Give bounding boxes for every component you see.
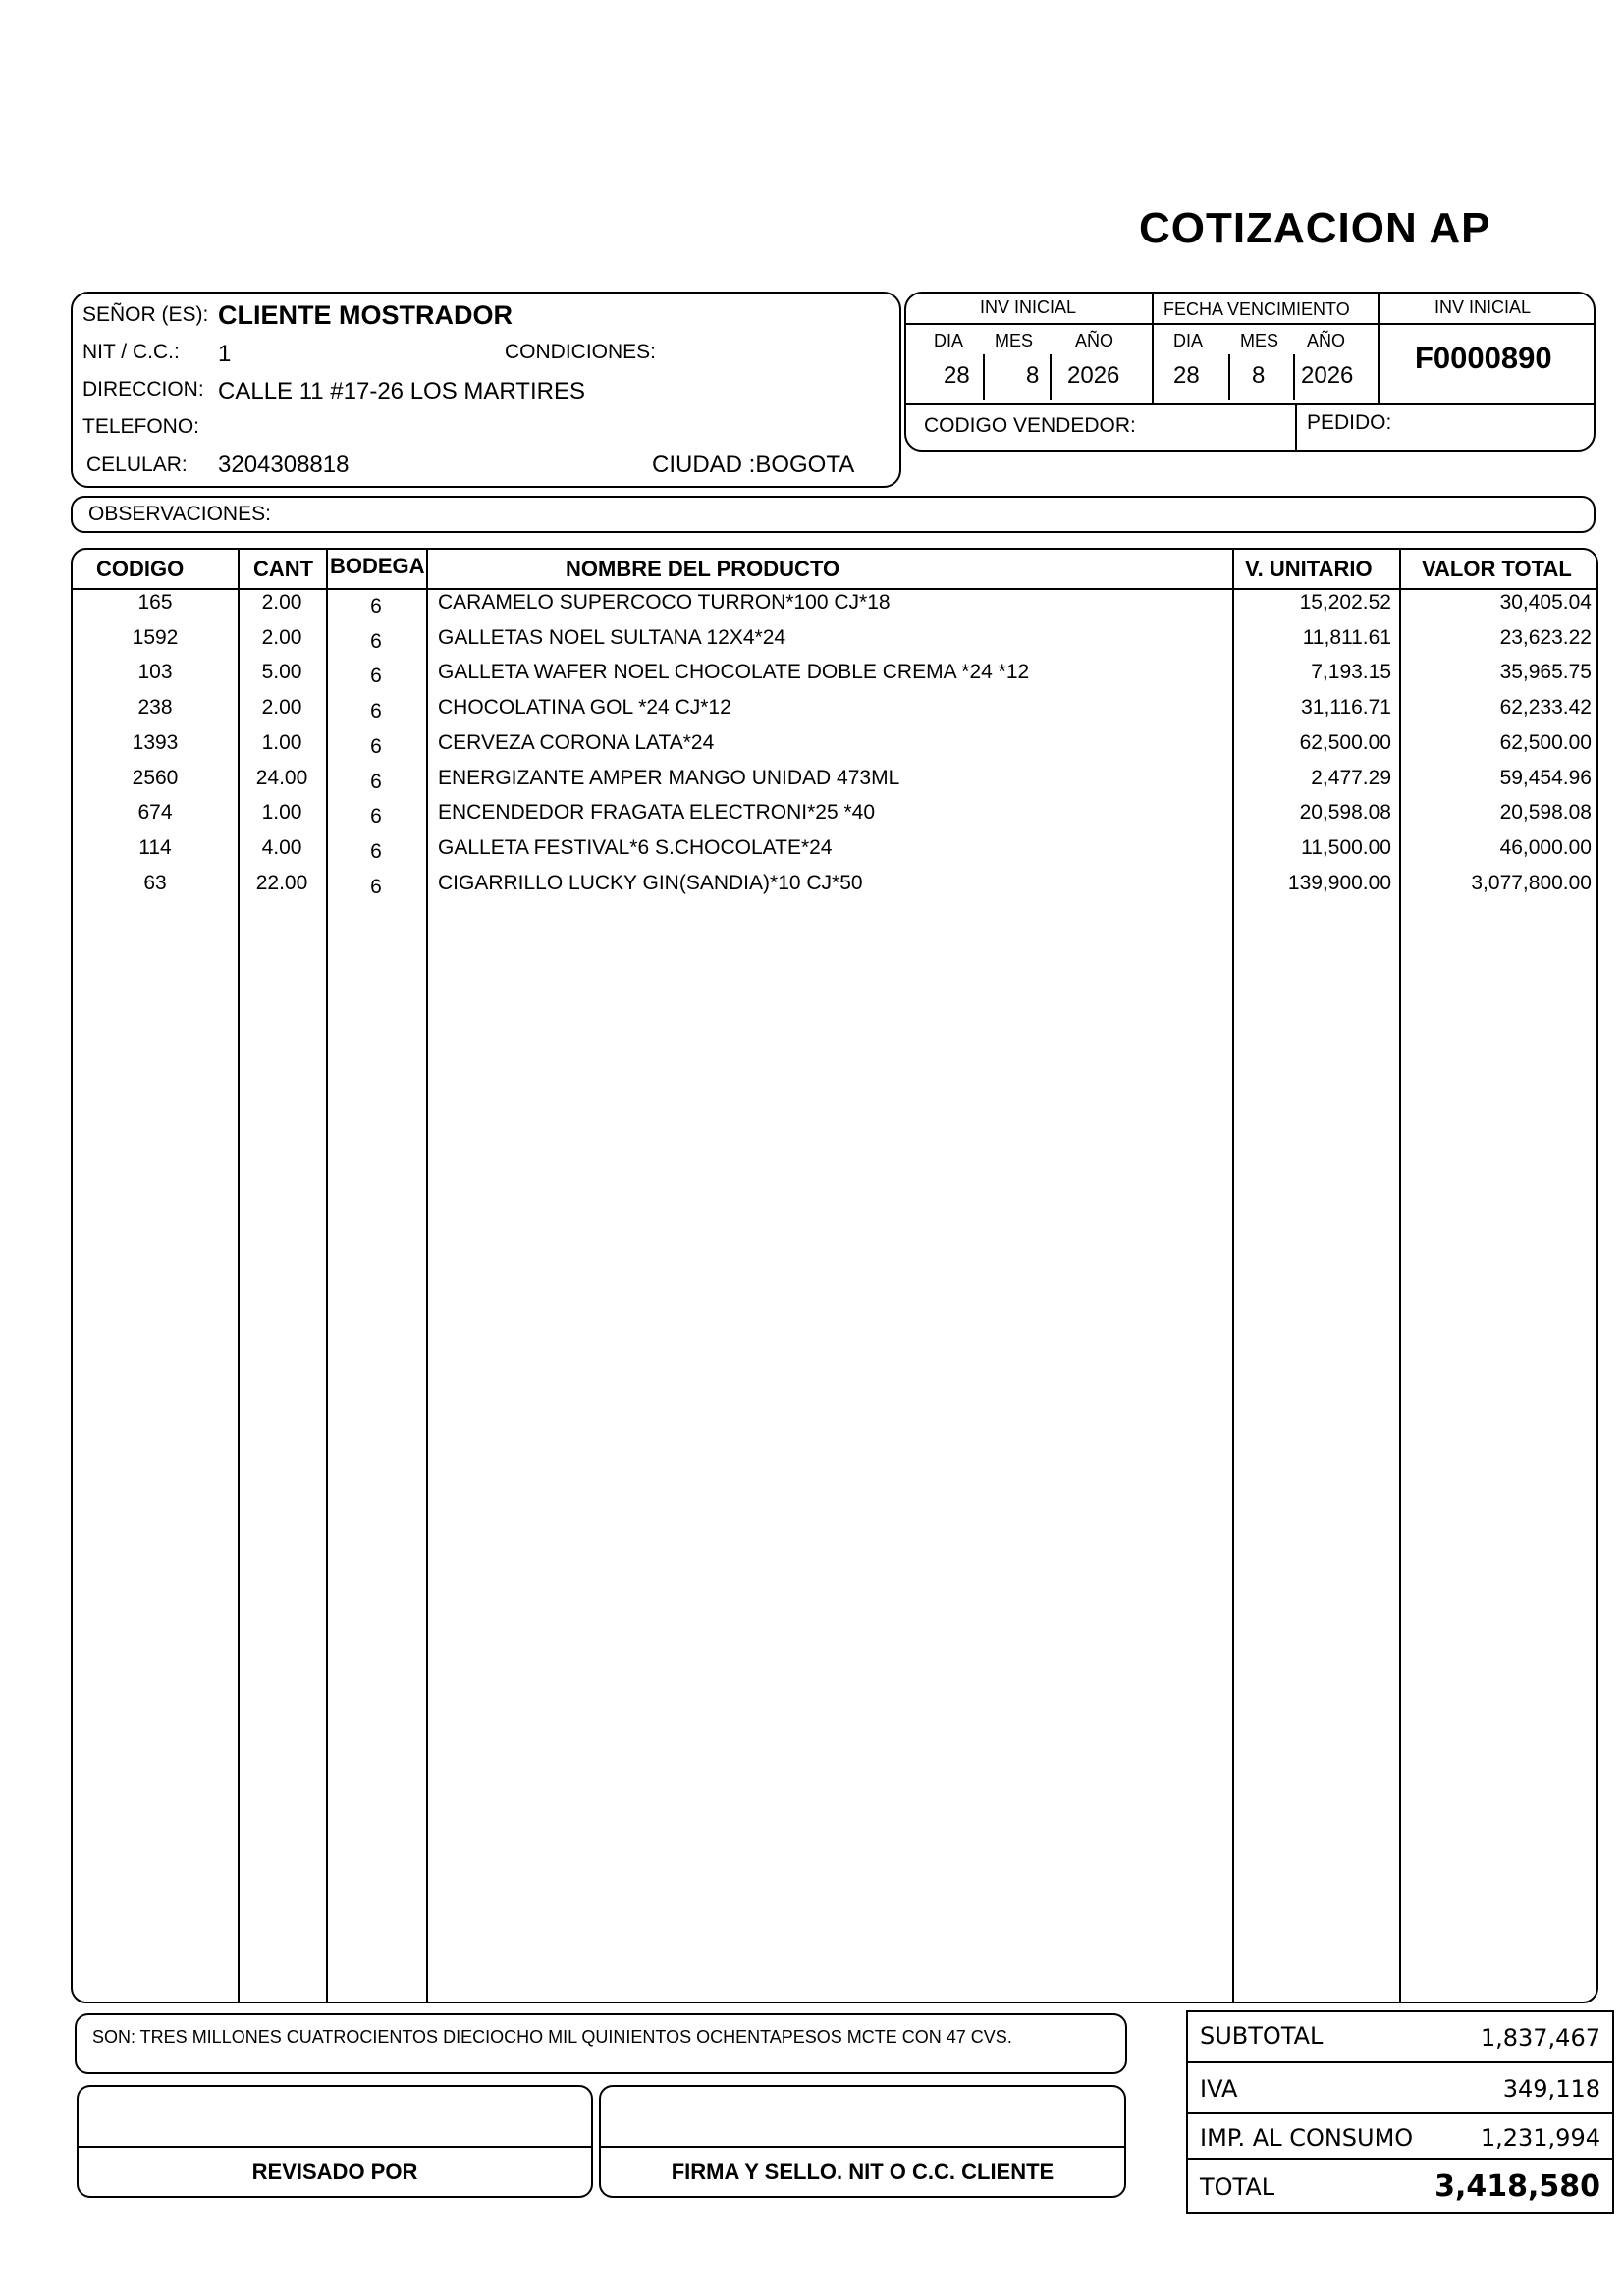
cell-codigo: 674	[137, 801, 173, 825]
cell-nombre: GALLETA FESTIVAL*6 S.CHOCOLATE*24	[438, 835, 833, 859]
col-header-total: VALOR TOTAL	[1422, 557, 1572, 581]
cell-bodega: 6	[370, 875, 382, 898]
observaciones-label: OBSERVACIONES:	[88, 503, 271, 525]
cell-cant: 1.00	[261, 801, 302, 825]
cell-cant: 24.00	[255, 766, 308, 789]
document-title: COTIZACION AP	[1139, 204, 1491, 252]
invoice-number: F0000890	[1415, 341, 1552, 375]
cell-bodega: 6	[370, 629, 382, 653]
client-info-box	[71, 292, 901, 488]
divider	[79, 2146, 591, 2148]
cell-total: 20,598.08	[1499, 801, 1592, 825]
ano-label: AÑO	[1307, 331, 1346, 350]
date2-ano: 2026	[1301, 362, 1354, 389]
observaciones-box	[71, 496, 1596, 533]
date2-mes: 8	[1252, 362, 1266, 389]
totals-box	[1186, 2010, 1614, 2214]
cell-bodega: 6	[370, 700, 382, 723]
cell-unitario: 7,193.15	[1311, 661, 1391, 684]
iva-label: IVA	[1200, 2075, 1238, 2103]
cell-cant: 2.00	[261, 625, 302, 649]
cell-total: 62,500.00	[1499, 730, 1592, 754]
cell-cant: 2.00	[261, 696, 302, 720]
cell-total: 23,623.22	[1499, 625, 1592, 649]
firma-label: FIRMA Y SELLO. NIT O C.C. CLIENTE	[671, 2160, 1055, 2184]
cell-codigo: 2560	[132, 766, 179, 789]
revisado-box	[77, 2085, 593, 2198]
inv-inicial-label: INV INICIAL	[980, 297, 1077, 317]
consumo-row	[1188, 2114, 1612, 2160]
date1-mes: 8	[1026, 362, 1040, 389]
cell-nombre: ENCENDEDOR FRAGATA ELECTRONI*25 *40	[438, 801, 875, 825]
cell-codigo: 114	[138, 835, 172, 859]
divider	[601, 2146, 1124, 2148]
direccion-value: CALLE 11 #17-26 LOS MARTIRES	[218, 378, 585, 404]
cell-unitario: 15,202.52	[1299, 591, 1391, 614]
iva-value: 349,118	[1502, 2075, 1600, 2103]
cell-total: 35,965.75	[1499, 661, 1592, 684]
cell-unitario: 139,900.00	[1287, 871, 1391, 894]
divider	[1228, 354, 1230, 400]
ciudad-value: CIUDAD :BOGOTA	[652, 452, 855, 478]
total-value: 3,418,580	[1434, 2169, 1600, 2204]
cell-unitario: 2,477.29	[1311, 766, 1391, 789]
inv-inicial-label-2: INV INICIAL	[1434, 297, 1532, 317]
telefono-label: TELEFONO:	[82, 415, 200, 438]
cell-unitario: 31,116.71	[1301, 696, 1391, 720]
cell-bodega: 6	[370, 839, 382, 863]
mes-label: MES	[1240, 331, 1279, 350]
cell-bodega: 6	[370, 665, 382, 688]
ano-label: AÑO	[1075, 331, 1114, 350]
cell-bodega: 6	[370, 595, 382, 617]
celular-value: 3204308818	[218, 452, 350, 478]
divider	[1378, 294, 1380, 403]
cell-nombre: ENERGIZANTE AMPER MANGO UNIDAD 473ML	[438, 766, 900, 789]
cell-unitario: 62,500.00	[1299, 730, 1391, 754]
cell-bodega: 6	[370, 770, 382, 793]
celular-label: CELULAR:	[86, 454, 188, 476]
cell-cant: 2.00	[261, 591, 302, 614]
cell-codigo: 63	[143, 871, 167, 894]
divider	[906, 403, 1594, 405]
date2-dia: 28	[1173, 362, 1200, 389]
dia-label: DIA	[1173, 331, 1204, 350]
col-header-bodega: BODEGA	[330, 554, 425, 578]
cell-nombre: CARAMELO SUPERCOCO TURRON*100 CJ*18	[438, 591, 891, 614]
table-header-divider	[73, 588, 1596, 590]
subtotal-label: SUBTOTAL	[1200, 2022, 1324, 2050]
col-header-codigo: CODIGO	[96, 557, 185, 581]
cell-total: 30,405.04	[1499, 591, 1592, 614]
cell-cant: 22.00	[255, 871, 308, 894]
invoice-info-box	[904, 292, 1596, 452]
col-header-unitario: V. UNITARIO	[1245, 557, 1373, 581]
cell-total: 59,454.96	[1499, 766, 1592, 789]
cell-total: 46,000.00	[1499, 835, 1592, 859]
subtotal-row	[1188, 2012, 1612, 2063]
son-box	[75, 2013, 1127, 2074]
consumo-label: IMP. AL CONSUMO	[1200, 2124, 1414, 2152]
direccion-label: DIRECCION:	[82, 378, 204, 400]
son-text: SON: TRES MILLONES CUATROCIENTOS DIECIOCHO MIL QUINIENTOS OCHENTAPESOS MCTE CON 47 CVS.	[92, 2027, 1012, 2047]
revisado-label: REVISADO POR	[251, 2160, 418, 2184]
cell-total: 3,077,800.00	[1471, 871, 1592, 894]
cell-nombre: GALLETAS NOEL SULTANA 12X4*24	[438, 625, 786, 649]
col-header-cant: CANT	[253, 557, 314, 581]
divider	[1050, 354, 1052, 400]
cell-codigo: 103	[137, 661, 173, 684]
cell-codigo: 238	[137, 696, 173, 720]
column-divider	[326, 550, 328, 2002]
cell-bodega: 6	[370, 805, 382, 828]
codigo-vendedor-label: CODIGO VENDEDOR:	[924, 414, 1136, 437]
divider	[983, 354, 985, 400]
pedido-label: PEDIDO:	[1307, 411, 1392, 434]
cell-codigo: 1592	[132, 625, 179, 649]
divider	[1152, 294, 1154, 403]
divider	[1295, 403, 1297, 452]
cell-bodega: 6	[370, 734, 382, 758]
divider	[1293, 354, 1295, 400]
subtotal-value: 1,837,467	[1480, 2024, 1600, 2052]
cell-unitario: 11,500.00	[1301, 835, 1391, 859]
senor-label: SEÑOR (ES):	[82, 303, 209, 326]
cell-total: 62,233.42	[1499, 696, 1592, 720]
nit-value: 1	[218, 341, 232, 367]
divider	[906, 323, 1594, 325]
total-row	[1188, 2160, 1612, 2212]
cell-cant: 4.00	[261, 835, 302, 859]
cell-nombre: CERVEZA CORONA LATA*24	[438, 730, 715, 754]
consumo-value: 1,231,994	[1480, 2124, 1600, 2152]
client-name: CLIENTE MOSTRADOR	[218, 300, 513, 330]
cell-nombre: GALLETA WAFER NOEL CHOCOLATE DOBLE CREMA *24 *12	[438, 661, 1030, 684]
cell-unitario: 20,598.08	[1299, 801, 1391, 825]
nit-label: NIT / C.C.:	[82, 341, 180, 363]
mes-label: MES	[995, 331, 1034, 350]
col-header-nombre: NOMBRE DEL PRODUCTO	[566, 557, 840, 581]
cell-cant: 5.00	[261, 661, 302, 684]
condiciones-label: CONDICIONES:	[505, 341, 657, 363]
cell-codigo: 1393	[132, 730, 179, 754]
firma-box	[599, 2085, 1126, 2198]
cell-cant: 1.00	[261, 730, 302, 754]
date1-ano: 2026	[1067, 362, 1120, 389]
column-divider	[426, 550, 428, 2002]
total-label: TOTAL	[1200, 2173, 1275, 2201]
cell-nombre: CHOCOLATINA GOL *24 CJ*12	[438, 696, 731, 720]
date1-dia: 28	[944, 362, 970, 389]
cell-nombre: CIGARRILLO LUCKY GIN(SANDIA)*10 CJ*50	[438, 871, 863, 894]
iva-row	[1188, 2063, 1612, 2114]
cell-unitario: 11,811.61	[1302, 625, 1391, 649]
dia-label: DIA	[934, 331, 964, 350]
fecha-vencimiento-label: FECHA VENCIMIENTO	[1163, 299, 1350, 319]
products-table	[71, 548, 1598, 2003]
cell-codigo: 165	[137, 591, 173, 614]
